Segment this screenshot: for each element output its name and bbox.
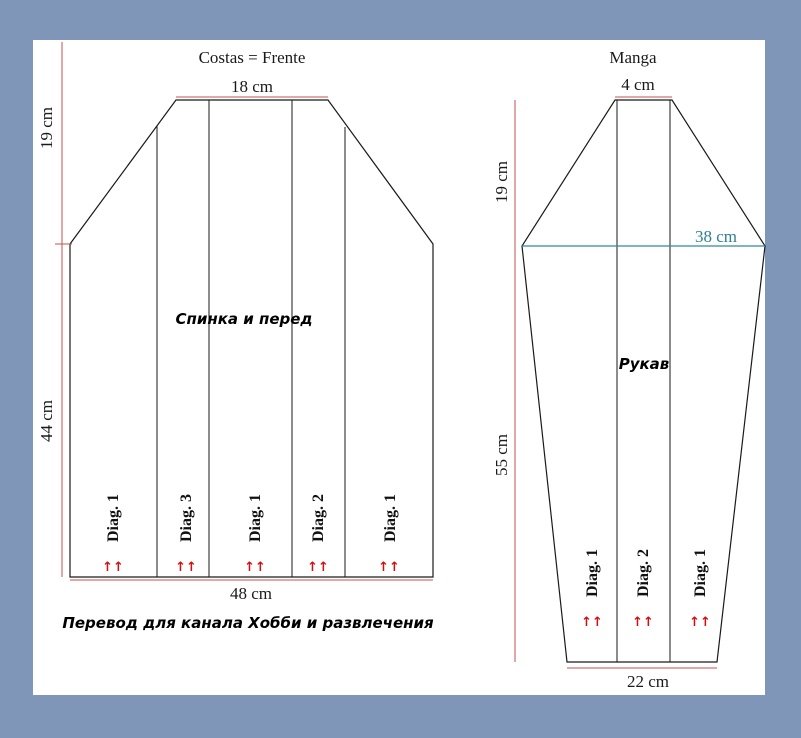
- sleeve-panel: [581, 549, 603, 630]
- sleeve-cap-width: 38 cm: [694, 227, 738, 246]
- back-panel-arrows: ↑↑: [244, 560, 266, 575]
- back-panel: [307, 494, 329, 575]
- back-panel-label: Diag. 3: [178, 494, 195, 542]
- sleeve-panel-arrows: ↑↑: [632, 615, 654, 630]
- back-bottom-width: 48 cm: [229, 584, 273, 603]
- back-body-height: 44 cm: [37, 399, 56, 443]
- sleeve-panel-label: Diag. 1: [584, 549, 601, 597]
- sleeve-body-height: 55 cm: [492, 433, 511, 477]
- back-panel: [102, 494, 124, 575]
- sleeve-center-label: Рукав: [618, 355, 670, 373]
- sleeve-title: Manga: [609, 48, 657, 67]
- back-title: Costas = Frente: [198, 48, 306, 67]
- back-center-label: Спинка и перед: [175, 310, 313, 328]
- sleeve-panel-label: Diag. 1: [692, 549, 709, 597]
- back-panel: [244, 494, 266, 575]
- sleeve-cap-height: 19 cm: [492, 160, 511, 204]
- back-panel: [175, 494, 197, 575]
- back-panel-arrows: ↑↑: [102, 560, 124, 575]
- sleeve-panel: [632, 549, 654, 630]
- back-panel-arrows: ↑↑: [378, 560, 400, 575]
- sleeve-top-width: 4 cm: [621, 75, 655, 94]
- back-panel-label: Diag. 1: [105, 494, 122, 542]
- sleeve-panel-arrows: ↑↑: [689, 615, 711, 630]
- back-panel-label: Diag. 1: [247, 494, 264, 542]
- back-top-width: 18 cm: [230, 77, 274, 96]
- translation-caption: Перевод для канала Хобби и развлечения: [62, 614, 434, 632]
- back-panel: [378, 494, 400, 575]
- sleeve-panel: [689, 549, 711, 630]
- sleeve-panel-label: Diag. 2: [635, 549, 652, 597]
- sleeve-bottom-width: 22 cm: [626, 672, 670, 691]
- back-panel-label: Diag. 2: [310, 494, 327, 542]
- sleeve-panel-arrows: ↑↑: [581, 615, 603, 630]
- back-yoke-height: 19 cm: [37, 106, 56, 150]
- back-panel-arrows: ↑↑: [175, 560, 197, 575]
- back-panel-arrows: ↑↑: [307, 560, 329, 575]
- back-panel-label: Diag. 1: [382, 494, 399, 542]
